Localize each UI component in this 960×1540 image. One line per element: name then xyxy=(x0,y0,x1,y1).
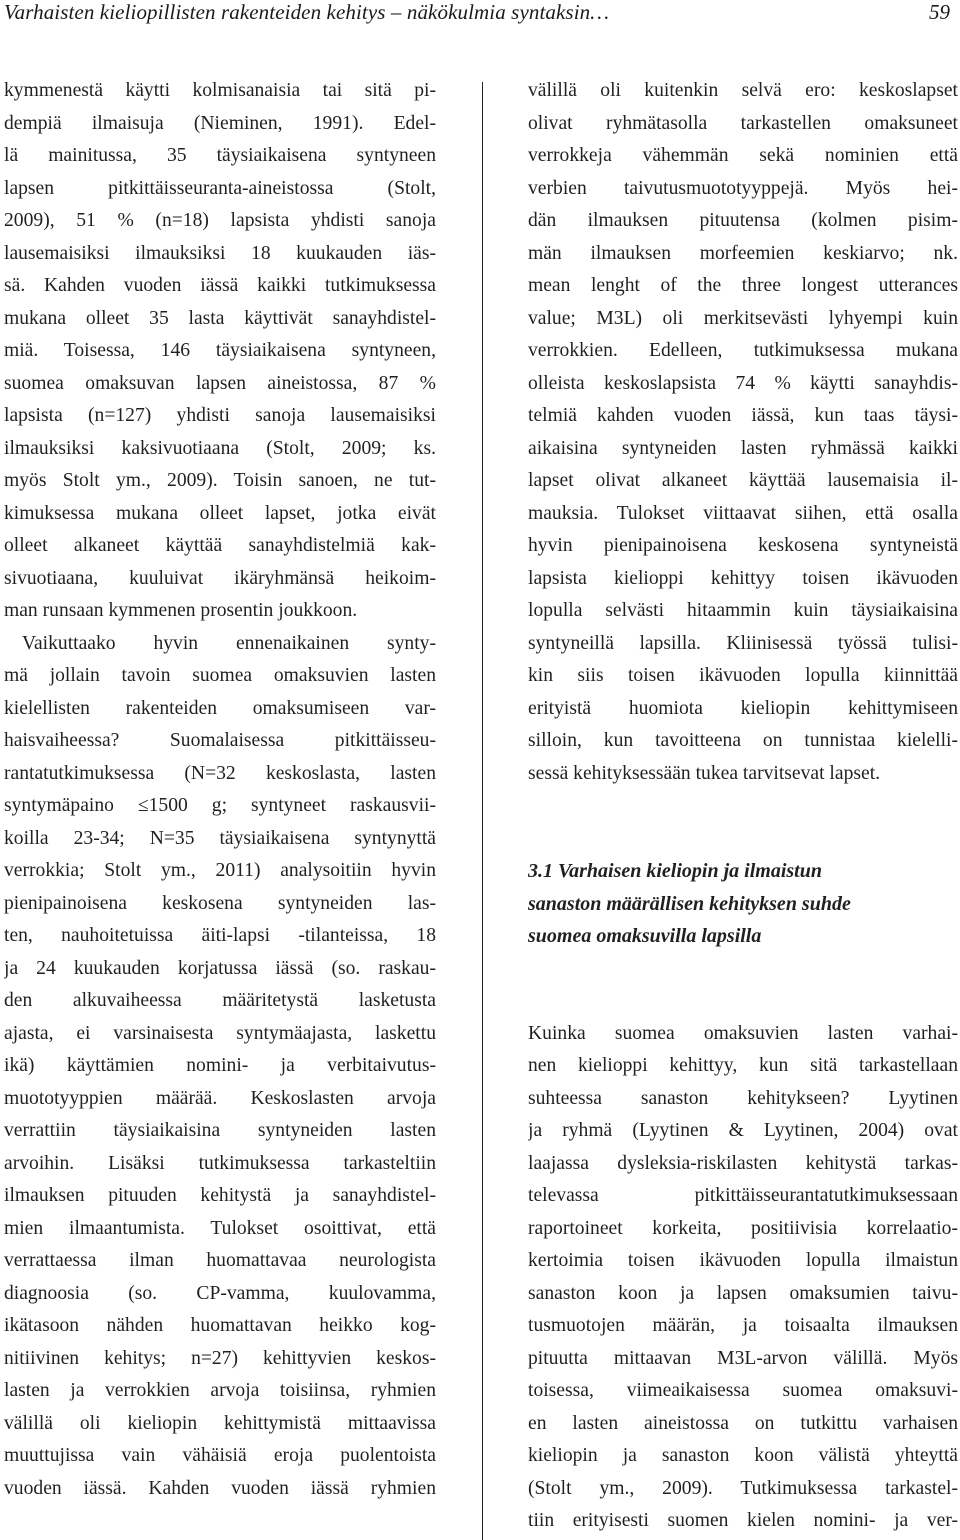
text-line: syntymäpaino ≤1500 g; syntyneet raskausvii- xyxy=(4,795,436,816)
text-line: lausemaisiksi ilmauksiksi 18 kuukauden iäs- xyxy=(4,242,436,264)
text-line: verrattiin täysiaikaisina syntyneiden lasten xyxy=(4,1120,436,1141)
spacer xyxy=(528,790,958,823)
text-line: kieliopin ja sanaston koon välistä yhteyttä xyxy=(528,1445,958,1466)
text-line: kymmenestä käytti kolmisanaisia tai sitä pi- xyxy=(4,80,436,101)
spacer xyxy=(528,823,958,856)
text-line: dempiä ilmaisuja (Nieminen, 1991). Edel- xyxy=(4,112,436,134)
text-line: lapsista (n=127) yhdisti sanoja lausemaisiksi xyxy=(4,405,436,426)
text-line: suhteessa sanaston kehitykseen? Lyytinen xyxy=(528,1087,958,1109)
left-column xyxy=(4,75,436,1505)
text-line: en lasten aineistossa on tutkittu varhaisen xyxy=(528,1412,958,1434)
text-line: tusmuotojen määrän, ja toisaalta ilmauksen xyxy=(528,1315,958,1336)
text-line: myös Stolt ym., 2009). Toisin sanoen, ne tut- xyxy=(4,470,436,491)
text-line: Vaikuttaako hyvin ennenaikainen synty- xyxy=(22,632,436,654)
text-line: toisessa, viimeaikaisessa suomea omaksuvi- xyxy=(528,1380,958,1401)
spacer xyxy=(528,985,958,1018)
text-line: Kuinka suomea omaksuvien lasten varhai- xyxy=(528,1022,958,1044)
text-line: verrokkien. Edelleen, tutkimuksessa mukana xyxy=(528,340,958,361)
text-line: kin siis toisen ikävuoden lopulla kiinnittää xyxy=(528,665,958,686)
text-line: (Stolt ym., 2009). Tutkimuksessa tarkastel- xyxy=(528,1477,958,1499)
text-line: mä jollain tavoin suomea omaksuvien lasten xyxy=(4,665,436,686)
text-line: pienipainoisena keskosena syntyneiden las- xyxy=(4,892,436,914)
text-line: raportoineet korkeita, positiivisia korrelaatio- xyxy=(528,1217,958,1239)
spacer xyxy=(528,953,958,986)
text-line: mukana olleet 35 lasta käyttivät sanayhdistel- xyxy=(4,307,436,329)
text-line: ajasta, ei varsinaisesta syntymäajasta, laskettu xyxy=(4,1022,436,1044)
text-line: value; M3L) oli merkitsevästi lyhyempi kuin xyxy=(528,307,958,329)
text-line: välillä oli kuitenkin selvä ero: keskoslapset xyxy=(528,80,958,101)
text-line: välillä oli kieliopin kehittymistä mittaavissa xyxy=(4,1412,436,1434)
text-line: miä. Toisessa, 146 täysiaikaisena syntyneen, xyxy=(4,340,436,361)
text-line: arvoihin. Lisäksi tutkimuksessa tarkasteltiin xyxy=(4,1152,436,1174)
text-line: lasten ja verrokkien arvoja toisiinsa, ryhmien xyxy=(4,1380,436,1401)
section-heading: suomea omaksuvilla lapsilla xyxy=(528,925,762,947)
text-line: ikätasoon nähden huomattavan heikko kog- xyxy=(4,1315,436,1336)
text-line: olivat ryhmätasolla tarkastellen omaksuneet xyxy=(528,112,958,134)
text-line: sessä kehityksessään tukea tarvitsevat lapset. xyxy=(528,762,881,784)
page-number: 59 xyxy=(929,0,950,24)
text-line: koilla 23-34; N=35 täysiaikaisena syntynyttä xyxy=(4,827,436,849)
text-line: rantatutkimuksessa (N=32 keskoslasta, lasten xyxy=(4,762,436,784)
text-line: nen kielioppi kehittyy, kun sitä tarkastellaan xyxy=(528,1055,958,1076)
text-line: ja ryhmä (Lyytinen & Lyytinen, 2004) ovat xyxy=(528,1120,958,1141)
text-line: ikä) käyttämien nomini- ja verbitaivutus- xyxy=(4,1055,436,1076)
text-line: syntyneillä lapsilla. Kliinisessä työssä tulisi- xyxy=(528,632,958,654)
text-line: mauksia. Tulokset viittaavat siihen, että osalla xyxy=(528,502,958,524)
text-line: ten, nauhoitetuissa äiti-lapsi -tilanteissa, 18 xyxy=(4,925,436,946)
text-line: sä. Kahden vuoden iässä kaikki tutkimuksessa xyxy=(4,275,436,296)
text-line: pituutta mittaavan M3L-arvon välillä. Myös xyxy=(528,1347,958,1369)
text-line: lopulla selvästi hitaammin kuin täysiaikaisina xyxy=(528,600,958,621)
text-line: laajassa dysleksia-riskilasten kehitystä tarkas- xyxy=(528,1152,958,1174)
text-line: haisvaiheessa? Suomalaisessa pitkittäisseu- xyxy=(4,730,436,751)
text-line: verrattaessa ilman huomattavaa neurologista xyxy=(4,1250,436,1271)
text-line: verrokkia; Stolt ym., 2011) analysoitiin hyvin xyxy=(4,860,436,881)
section-heading: 3.1 Varhaisen kieliopin ja ilmaistun xyxy=(528,860,822,882)
text-line: sanaston koon ja lapsen omaksumien taivu- xyxy=(528,1282,958,1304)
running-title: Varhaisten kieliopillisten rakenteiden kehitys – näkökulmia syntaksin… xyxy=(4,0,609,24)
text-line: diagnoosia (so. CP-vamma, kuulovamma, xyxy=(4,1282,436,1304)
text-line: nitiivinen kehitys; n=27) kehittyvien keskos- xyxy=(4,1347,436,1369)
text-line: man runsaan kymmenen prosentin joukkoon. xyxy=(4,600,358,621)
column-divider xyxy=(482,82,483,1540)
text-line: mean lenght of the three longest utterances xyxy=(528,275,958,296)
text-line: tiin erityisesti suomen kielen nomini- ja ver- xyxy=(528,1510,958,1531)
section-heading: sanaston määrällisen kehityksen suhde xyxy=(528,892,851,915)
text-line: hyvin pienipainoisena keskosena syntyneistä xyxy=(528,535,958,556)
text-line: 2009), 51 % (n=18) lapsista yhdisti sanoja xyxy=(4,210,436,231)
text-line: mien ilmaantumista. Tulokset osoittivat, että xyxy=(4,1217,436,1239)
text-line: verrokkeja vähemmän sekä nominien että xyxy=(528,145,958,166)
text-line: ilmauksen pituuden kehitystä ja sanayhdistel- xyxy=(4,1185,436,1206)
text-line: muototyyppien määrää. Keskoslasten arvoja xyxy=(4,1087,436,1109)
right-column xyxy=(528,75,958,1538)
text-line: aikaisina syntyneiden lasten ryhmässä kaikki xyxy=(528,437,958,459)
text-line: män ilmauksen morfeemien keskiarvo; nk. xyxy=(528,242,958,264)
text-line: verbien taivutusmuototyyppejä. Myös hei- xyxy=(528,177,958,199)
text-line: ilmauksiksi kaksivuotiaana (Stolt, 2009; ks. xyxy=(4,437,436,459)
text-line: erityistä huomiota kieliopin kehittymiseen xyxy=(528,697,958,719)
text-line: silloin, kun tavoitteena on tunnistaa kielelli- xyxy=(528,730,958,751)
text-line: televassa pitkittäisseurantatutkimuksessaan xyxy=(528,1185,958,1206)
text-line: lapset olivat alkaneet käyttää lausemaisia il- xyxy=(528,470,958,491)
text-line: olleista keskoslapsista 74 % käytti sanayhdis- xyxy=(528,372,958,394)
text-line: ja 24 kuukauden korjatussa iässä (so. raskau- xyxy=(4,957,436,979)
text-line: lä mainitussa, 35 täysiaikaisena syntyneen xyxy=(4,145,436,166)
text-line: lapsen pitkittäisseuranta-aineistossa (Stolt, xyxy=(4,177,436,199)
text-line: lapsista kielioppi kehittyy toisen ikävuoden xyxy=(528,567,958,589)
text-line: dän ilmauksen pituutensa (kolmen pisim- xyxy=(528,210,958,231)
text-line: olleet alkaneet käyttää sanayhdistelmiä kak- xyxy=(4,535,436,556)
text-line: kielellisten rakenteiden omaksumiseen var- xyxy=(4,697,436,719)
running-header xyxy=(0,0,960,30)
text-line: vuoden iässä. Kahden vuoden iässä ryhmien xyxy=(4,1477,436,1499)
text-line: sivuotiaana, kuuluivat ikäryhmänsä heikoim- xyxy=(4,567,436,589)
text-line: den alkuvaiheessa määritetystä lasketusta xyxy=(4,990,436,1011)
text-line: muuttujissa vain vähäisiä eroja puolentoista xyxy=(4,1445,436,1466)
text-line: suomea omaksuvan lapsen aineistossa, 87 % xyxy=(4,372,436,394)
text-line: kertoimia toisen ikävuoden lopulla ilmaistun xyxy=(528,1250,958,1271)
text-line: kimuksessa mukana olleet lapset, jotka eivät xyxy=(4,502,436,524)
text-line: telmiä kahden vuoden iässä, kun taas täysi- xyxy=(528,405,958,426)
